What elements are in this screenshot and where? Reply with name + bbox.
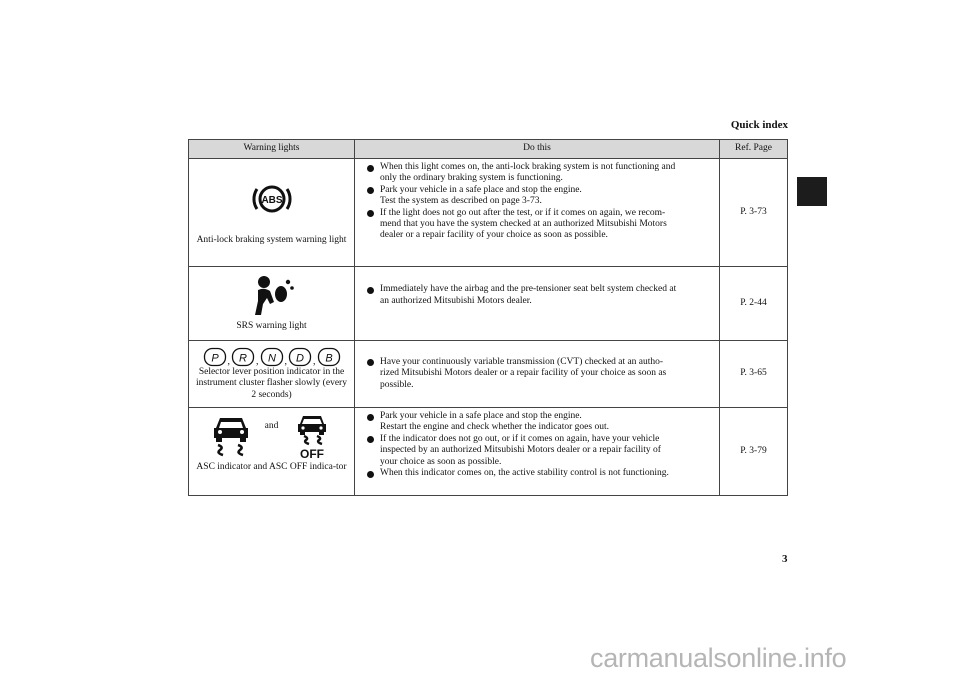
warning-light-label: Selector lever position indicator in the instrument cluster flasher slowly (every 2 seconds) [196,367,347,400]
instructions-cell [355,267,720,341]
instruction-item: If the light does not go out after the test, or if it comes on again, we recom- mend that you have the system checked at an authorized Mitsubishi Motors dealer or a repair facility of your choice as soon as possible. [365,208,711,242]
separator: , [284,356,287,367]
position-letter: P [210,352,219,365]
instructions-cell [355,408,720,496]
page-number: 3 [782,553,788,565]
warning-light-cell [189,341,355,408]
position-letter: N [267,352,276,365]
instruction-item: When this light comes on, the anti-lock braking system is not functioning and only the ordinary braking system is functioning. [365,162,711,185]
warning-light-label: SRS warning light [236,321,307,331]
warning-light-cell [189,408,355,496]
warning-light-label: Anti-lock braking system warning light [196,235,347,245]
table-row [189,267,788,341]
ref-page-cell: P. 2-44 [720,267,788,341]
svg-text:OFF: OFF [300,447,325,460]
asc-off-indicator-icon [292,414,332,460]
position-letter: D [296,352,304,365]
instruction-item: Park your vehicle in a safe place and stop the engine. Test the system as described on page 3-73. [365,185,711,208]
abs-warning-icon [250,180,294,218]
header-warning-lights: Warning lights [189,140,355,159]
table-header-row [189,140,788,159]
table-row [189,159,788,267]
instruction-item: Immediately have the airbag and the pre-tensioner seat belt system checked at an authorized Mitsubishi Motors dealer. [365,284,711,307]
warning-light-cell [189,267,355,341]
watermark: carmanualsonline.info [590,643,847,673]
srs-airbag-icon [250,274,294,318]
header-ref-page: Ref. Page [720,140,788,159]
section-title: Quick index [730,119,788,131]
instruction-item: Have your continuously variable transmission (CVT) checked at an autho- rized Mitsubishi Motors dealer or a repair facility of your choice as soon as possible. [365,357,711,391]
warning-light-cell [189,159,355,267]
separator: , [256,356,259,367]
ref-page-cell: P. 3-73 [720,159,788,267]
header-do-this: Do this [355,140,720,159]
table-row [189,408,788,496]
instructions-cell [355,159,720,267]
asc-indicator-icon [211,414,251,460]
instructions-cell [355,341,720,408]
and-label: and [264,421,279,432]
instruction-item: When this indicator comes on, the active stability control is not functioning. [365,468,711,479]
quick-index-table [188,139,788,496]
chapter-tab-marker [797,177,827,206]
instruction-item: If the indicator does not go out, or if it comes on again, have your vehicle inspected by an authorized Mitsubishi Motors dealer or a repair facility of your choice as soon as possible. [365,434,711,468]
table-row [189,341,788,408]
separator: , [227,356,230,367]
separator: , [313,356,316,367]
instruction-item: Park your vehicle in a safe place and stop the engine. Restart the engine and check whether the indicator goes out. [365,411,711,434]
position-letter: R [239,352,247,365]
ref-page-cell: P. 3-65 [720,341,788,408]
position-letter: B [324,352,333,365]
svg-text:ABS: ABS [260,195,283,206]
warning-light-label: ASC indicator and ASC OFF indica-tor [196,462,347,472]
ref-page-cell: P. 3-79 [720,408,788,496]
